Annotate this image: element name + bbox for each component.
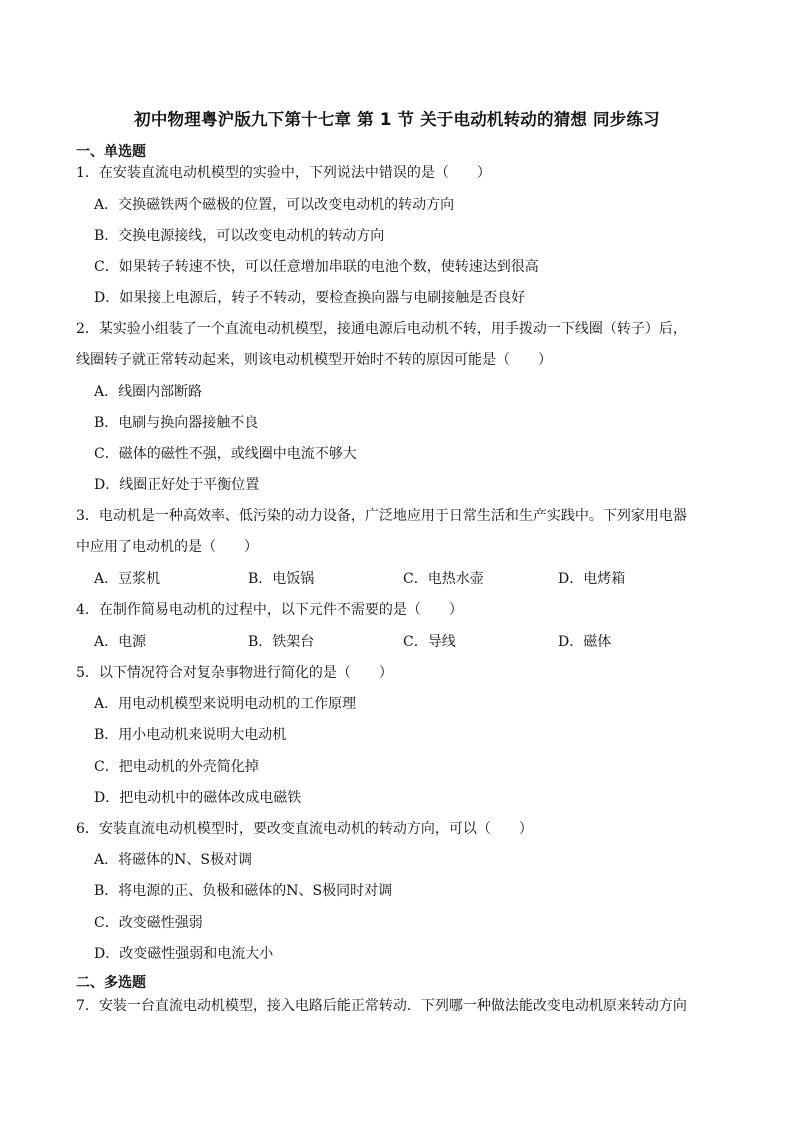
question-2-option-a: A．线圈内部断路 [94, 384, 203, 400]
question-2-stem: 2．某实验小组装了一个直流电动机模型，接通电源后电动机不转，用手拨动一下线圈（转子）后， [76, 321, 687, 337]
question-6-option-b: B．将电源的正、负极和磁体的N、S极同时对调 [94, 883, 393, 899]
question-2-option-c: C．磁体的磁性不强，或线圈中电流不够大 [94, 446, 357, 462]
section-heading-single-choice: 一、单选题 [76, 144, 146, 160]
question-4-option-c: C．导线 [403, 634, 456, 650]
question-6-option-a: A．将磁体的N、S极对调 [94, 852, 252, 868]
question-3-options-row [0, 569, 794, 589]
question-2-option-b: B．电刷与换向器接触不良 [94, 415, 259, 431]
question-3-option-b: B．电饭锅 [248, 571, 315, 587]
question-3-stem: 3．电动机是一种高效率、低污染的动力设备，广泛地应用于日常生活和生产实践中。下列家用电器 [76, 508, 687, 524]
question-5-option-b: B．用小电动机来说明大电动机 [94, 727, 287, 743]
question-2-stem-continued: 线圈转子就正常转动起来，则该电动机模型开始时不转的原因可能是（ ） [76, 352, 552, 368]
question-1-option-b: B．交换电源接线，可以改变电动机的转动方向 [94, 228, 385, 244]
question-3-option-a: A．豆浆机 [94, 571, 161, 587]
question-3-stem-continued: 中应用了电动机的是（ ） [76, 539, 258, 555]
question-4-stem: 4．在制作简易电动机的过程中，以下元件不需要的是（ ） [76, 602, 463, 618]
question-7-stem: 7．安装一台直流电动机模型，接入电路后能正常转动．下列哪一种做法能改变电动机原来转动方向 [76, 998, 687, 1014]
question-4-options-row [0, 632, 794, 652]
question-5-option-d: D．把电动机中的磁体改成电磁铁 [94, 790, 302, 806]
question-3-option-c: C．电热水壶 [403, 571, 484, 587]
question-1-option-c: C．如果转子转速不快，可以任意增加串联的电池个数，使转速达到很高 [94, 259, 539, 275]
document-title: 初中物理粤沪版九下第十七章 第 1 节 关于电动机转动的猜想 同步练习 [134, 110, 660, 129]
question-1-option-a: A．交换磁铁两个磁极的位置，可以改变电动机的转动方向 [94, 197, 455, 213]
question-4-option-b: B．铁架台 [248, 634, 315, 650]
question-2-option-d: D．线圈正好处于平衡位置 [94, 477, 260, 493]
question-6-stem: 6．安装直流电动机模型时，要改变直流电动机的转动方向，可以（ ） [76, 821, 533, 837]
question-6-option-c: C．改变磁性强弱 [94, 915, 203, 931]
section-heading-multiple-choice: 二、多选题 [76, 975, 146, 991]
question-5-option-c: C．把电动机的外壳简化掉 [94, 759, 259, 775]
question-1-stem: 1．在安装直流电动机模型的实验中，下列说法中错误的是（ ） [76, 165, 491, 181]
question-3-option-d: D．电烤箱 [558, 571, 626, 587]
question-1-option-d: D．如果接上电源后，转子不转动，要检查换向器与电刷接触是否良好 [94, 290, 526, 306]
question-5-stem: 5．以下情况符合对复杂事物进行简化的是（ ） [76, 665, 393, 681]
question-6-option-d: D．改变磁性强弱和电流大小 [94, 946, 274, 962]
question-4-option-a: A．电源 [94, 634, 147, 650]
question-4-option-d: D．磁体 [558, 634, 612, 650]
question-5-option-a: A．用电动机模型来说明电动机的工作原理 [94, 696, 357, 712]
